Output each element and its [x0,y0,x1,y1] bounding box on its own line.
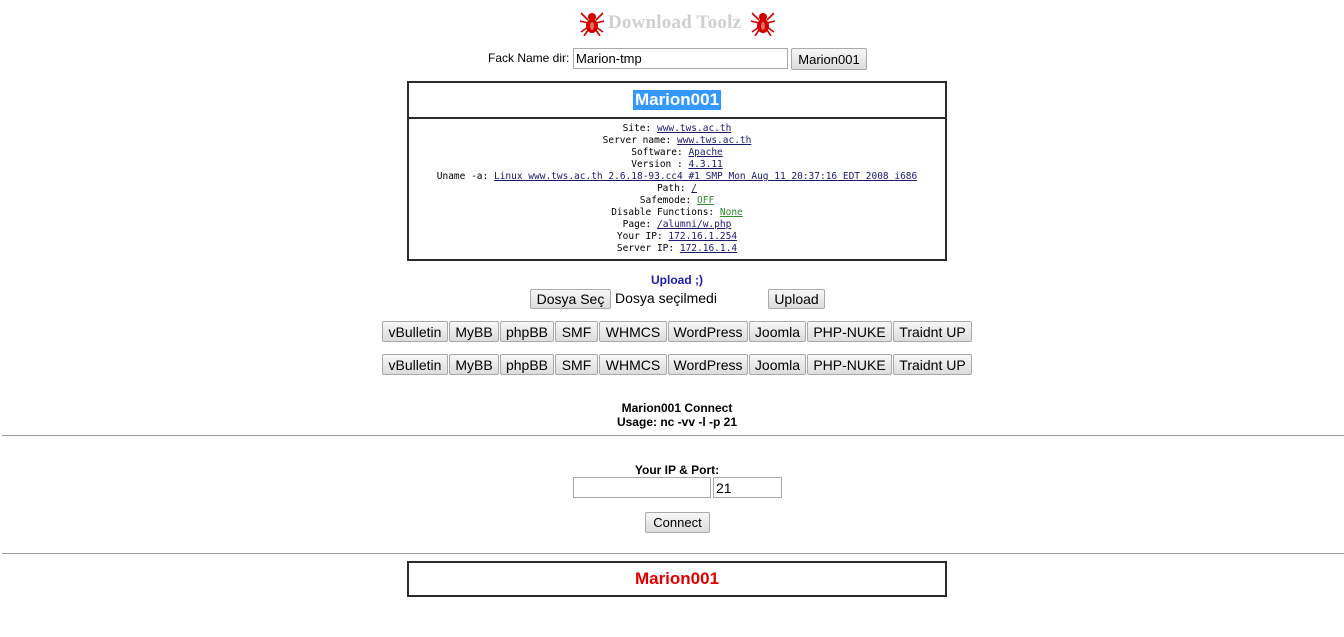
uname-link[interactable]: Linux www.tws.ac.th 2.6.18-93.cc4 #1 SMP Mon Aug 11 20:37:16 EDT 2008 i686 [493,171,918,182]
page-title: Download Toolz [608,12,742,33]
tool-button-phpbb[interactable]: phpBB [500,321,554,342]
connect-title: Marion001 Connect [621,401,733,415]
page-link[interactable]: /alumni/w.php [656,219,732,230]
port-input[interactable]: 21 [713,477,782,498]
tool-button-joomla[interactable]: Joomla [749,321,806,342]
info-row-path: Path: / [656,183,698,194]
footer-title: Marion001 [634,569,720,588]
info-row-page: Page: /alumni/w.php [622,219,732,230]
tool-button-joomla[interactable]: Joomla [749,354,806,375]
site-link[interactable]: www.tws.ac.th [656,123,732,134]
tool-button-mybb[interactable]: MyBB [449,321,499,342]
tool-button-traidnt-up[interactable]: Traidnt UP [893,354,972,375]
tool-button-wordpress[interactable]: WordPress [668,321,748,342]
tool-button-whmcs[interactable]: WHMCS [599,354,667,375]
spider-icon [580,8,604,36]
ip-input[interactable] [573,477,711,498]
info-row-site: Site: www.tws.ac.th [622,123,732,134]
connect-usage: Usage: nc -vv -l -p 21 [616,415,738,429]
info-row-version: Version : 4.3.11 [631,159,723,170]
info-row-uname: Uname -a: Linux www.tws.ac.th 2.6.18-93.cc4 #1 SMP Mon Aug 11 20:37:16 EDT 2008 i686 [436,171,918,182]
info-panel-header [409,83,945,119]
choose-file-button[interactable]: Dosya Seç [530,289,611,309]
tool-button-smf[interactable]: SMF [555,354,598,375]
info-panel-title: Marion001 [634,90,720,109]
path-link[interactable]: / [691,183,698,194]
safemode-link[interactable]: OFF [697,195,715,206]
info-row-server-name: Server name: www.tws.ac.th [602,135,752,146]
fake-dir-input[interactable]: Marion-tmp [573,48,788,69]
server-ip-link[interactable]: 172.16.1.4 [679,243,738,254]
divider [2,435,1344,436]
tool-button-php-nuke[interactable]: PHP-NUKE [807,354,892,375]
info-panel [407,81,947,261]
divider [2,553,1344,554]
info-row-disable-functions: Disable Functions: None [611,207,743,218]
tool-button-traidnt-up[interactable]: Traidnt UP [893,321,972,342]
tool-button-mybb[interactable]: MyBB [449,354,499,375]
upload-heading: Upload ;) [651,273,703,287]
version-link[interactable]: 4.3.11 [688,159,723,170]
ip-port-label: Your IP & Port: [634,463,720,477]
server-info [409,123,945,255]
server-name-link[interactable]: www.tws.ac.th [677,135,752,146]
upload-button[interactable]: Upload [768,289,825,309]
tool-button-vbulletin[interactable]: vBulletin [382,321,448,342]
fake-dir-button[interactable]: Marion001 [791,48,867,70]
tool-button-vbulletin[interactable]: vBulletin [382,354,448,375]
info-row-your-ip: Your IP: 172.16.1.254 [616,231,738,242]
tool-button-smf[interactable]: SMF [555,321,598,342]
software-link[interactable]: Apache [688,147,723,158]
info-row-safemode: Safemode: OFF [639,195,715,206]
info-row-server-ip: Server IP: 172.16.1.4 [616,243,738,254]
tool-button-phpbb[interactable]: phpBB [500,354,554,375]
no-file-text: Dosya seçilmedi [615,290,717,306]
connect-button[interactable]: Connect [645,512,710,533]
spider-icon [751,8,775,36]
your-ip-link[interactable]: 172.16.1.254 [668,231,738,242]
tool-button-wordpress[interactable]: WordPress [668,354,748,375]
tool-button-php-nuke[interactable]: PHP-NUKE [807,321,892,342]
footer-panel [407,561,947,597]
disable-functions-link[interactable]: None [719,207,743,218]
info-row-software: Software: Apache [631,147,723,158]
tool-button-whmcs[interactable]: WHMCS [599,321,667,342]
header [580,8,776,38]
fake-dir-label: Fack Name dir: [488,51,570,65]
